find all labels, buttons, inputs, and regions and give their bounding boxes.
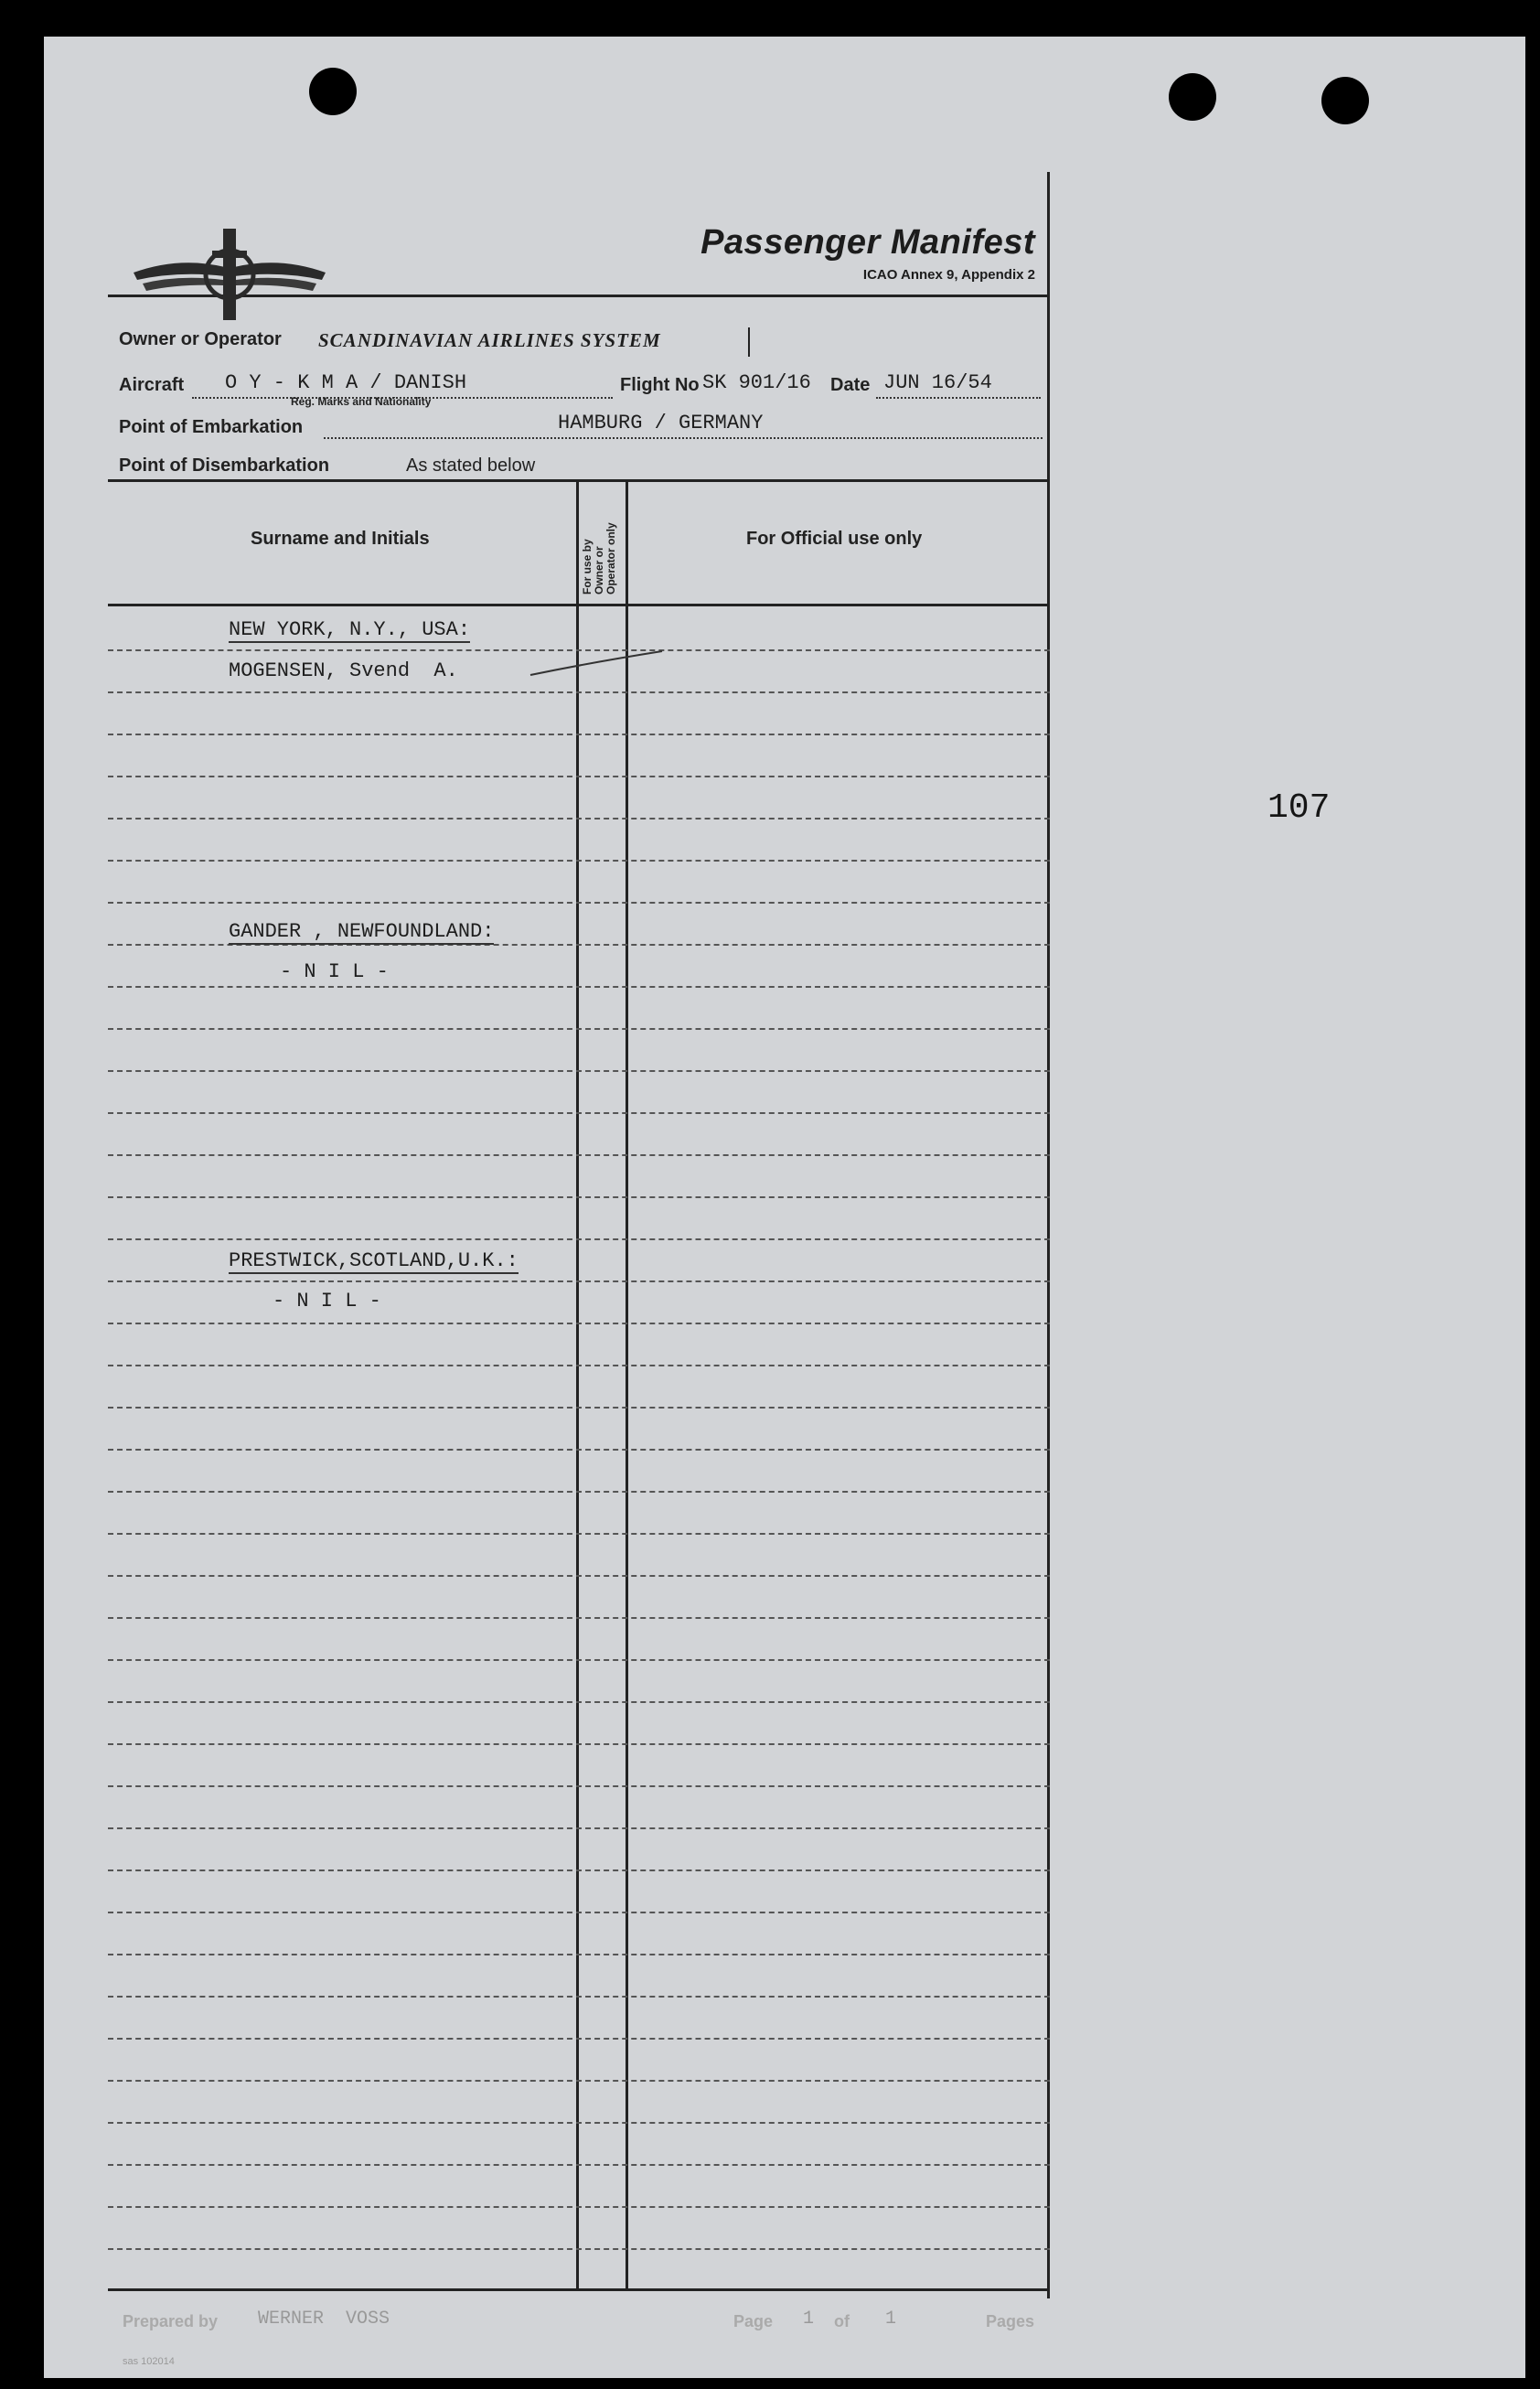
aircraft-label: Aircraft <box>119 375 185 395</box>
ruled-row-line <box>108 1280 1050 1282</box>
form-subtitle: ICAO Annex 9, Appendix 2 <box>862 267 1035 283</box>
ruled-row-line <box>108 776 1050 777</box>
embarkation-label: Point of Embarkation <box>119 417 304 437</box>
ruled-row-line <box>108 1785 1050 1787</box>
date-label: Date <box>830 375 871 395</box>
destination-heading: NEW YORK, N.Y., USA: <box>229 618 471 641</box>
ruled-row-line <box>108 1238 1050 1240</box>
ruled-row-line <box>108 2248 1050 2250</box>
embarkation-value: HAMBURG / GERMANY <box>558 412 764 434</box>
ruled-row-line <box>108 2080 1050 2082</box>
page-value: 1 <box>803 2309 815 2330</box>
ruled-row-line <box>108 2122 1050 2124</box>
column-divider-1 <box>576 479 579 2290</box>
ruled-row-line <box>108 1533 1050 1535</box>
of-label: of <box>834 2312 850 2330</box>
prepared-by-label: Prepared by <box>123 2312 219 2330</box>
prepared-by-value: WERNER VOSS <box>258 2309 390 2330</box>
official-use-column-header: For Official use only <box>746 529 923 549</box>
ruled-row-line <box>108 1827 1050 1829</box>
manifest-paper <box>44 37 1525 2378</box>
ruled-row-line <box>108 1407 1050 1409</box>
sas-winged-logo-icon <box>124 220 335 329</box>
punch-hole <box>1321 77 1369 124</box>
aircraft-value: O Y - K M A / DANISH <box>225 371 467 394</box>
ruled-row-line <box>108 1743 1050 1745</box>
punch-hole <box>309 68 357 115</box>
form-title: Passenger Manifest <box>700 223 1035 262</box>
ruled-row-line <box>108 1954 1050 1955</box>
ruled-row-line <box>108 1701 1050 1703</box>
passenger-name: MOGENSEN, Svend A. <box>229 659 458 682</box>
column-divider-2 <box>626 479 628 2290</box>
ruled-row-line <box>108 1491 1050 1493</box>
ruled-row-line <box>108 1070 1050 1072</box>
ruled-row-line <box>108 986 1050 988</box>
flight-value: SK 901/16 <box>702 371 811 394</box>
table-bottom-rule <box>108 2288 1050 2291</box>
ruled-row-line <box>108 902 1050 904</box>
ruled-row-line <box>108 1112 1050 1114</box>
embarkation-dotline <box>324 437 1043 439</box>
nil-entry: - N I L - <box>280 960 389 983</box>
disembarkation-label: Point of Disembarkation <box>119 455 330 476</box>
surname-column-header: Surname and Initials <box>251 529 430 549</box>
aircraft-note: Reg. Marks and Nationality <box>291 395 432 408</box>
ruled-row-line <box>108 691 1050 693</box>
ruled-row-line <box>108 1323 1050 1324</box>
ruled-row-line <box>108 1617 1050 1619</box>
nil-entry: - N I L - <box>273 1290 381 1312</box>
owner-use-column-header: For use by Owner or Operator only <box>581 522 617 595</box>
page-label: Page <box>733 2312 774 2330</box>
ruled-row-line <box>108 734 1050 735</box>
ruled-row-line <box>108 1912 1050 1913</box>
pen-stroke-icon <box>529 644 666 680</box>
ruled-row-line <box>108 2038 1050 2040</box>
total-pages-value: 1 <box>885 2309 897 2330</box>
ruled-row-line <box>108 1365 1050 1366</box>
disembarkation-value: As stated below <box>406 455 536 476</box>
owner-label: Owner or Operator <box>119 329 282 349</box>
flight-label: Flight No <box>620 375 700 395</box>
date-value: JUN 16/54 <box>883 371 992 394</box>
ruled-row-line <box>108 1996 1050 1998</box>
ruled-row-line <box>108 1196 1050 1198</box>
ruled-row-line <box>108 1449 1050 1451</box>
destination-heading: PRESTWICK,SCOTLAND,U.K.: <box>229 1249 519 1272</box>
ruled-row-line <box>108 1154 1050 1156</box>
ruled-row-line <box>108 860 1050 862</box>
punch-hole <box>1169 73 1216 121</box>
pages-label: Pages <box>986 2312 1035 2330</box>
ruled-row-line <box>108 1575 1050 1577</box>
manifest-form <box>108 172 1050 2367</box>
date-dotline <box>876 397 1041 399</box>
owner-end-mark <box>748 327 750 357</box>
header-bottom-rule <box>108 604 1050 606</box>
form-code: sas 102014 <box>123 2356 175 2367</box>
ruled-row-line <box>108 1028 1050 1030</box>
destination-heading: GANDER , NEWFOUNDLAND: <box>229 920 495 943</box>
ruled-row-line <box>108 818 1050 820</box>
ruled-row-line <box>108 2164 1050 2166</box>
stamped-page-number: 107 <box>1267 788 1331 828</box>
form-right-border <box>1047 172 1050 2298</box>
ruled-row-line <box>108 1659 1050 1661</box>
ruled-row-line <box>108 2206 1050 2208</box>
owner-value: SCANDINAVIAN AIRLINES SYSTEM <box>318 329 661 351</box>
ruled-row-line <box>108 1869 1050 1871</box>
fields-divider <box>108 479 1050 482</box>
